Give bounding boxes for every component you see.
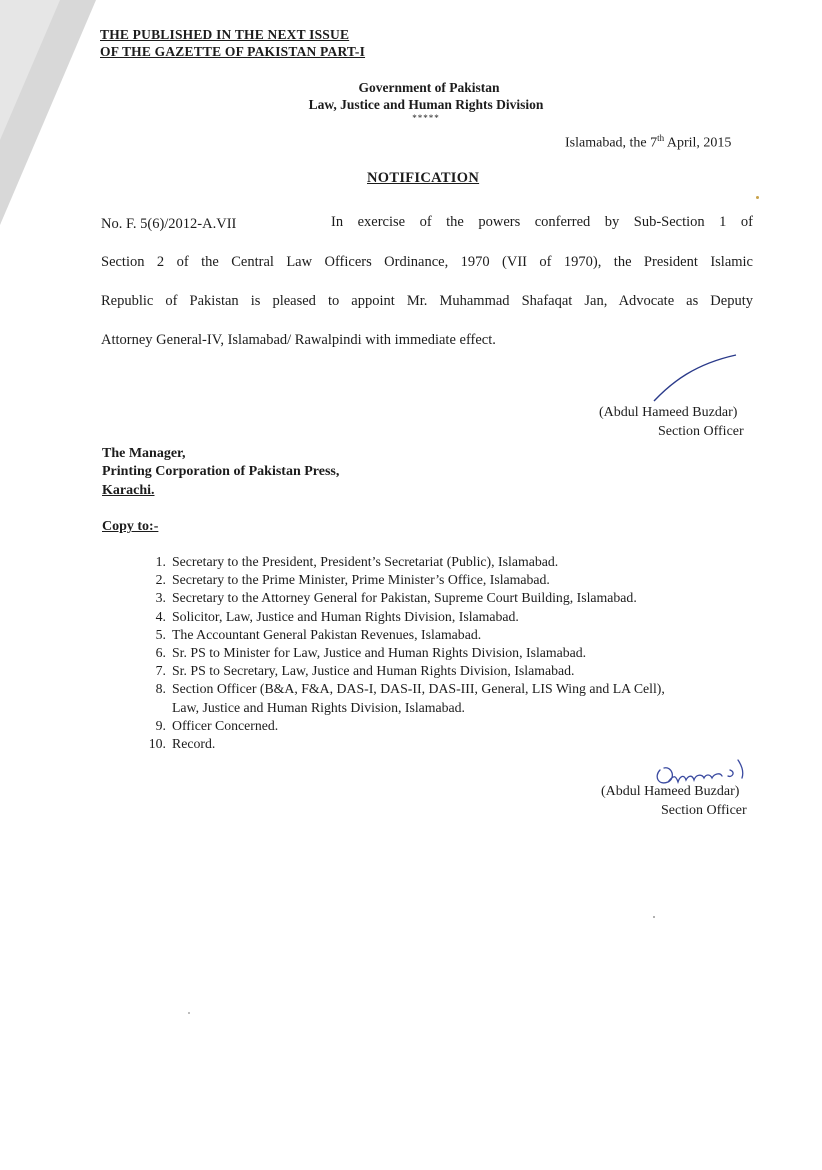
list-item: [148, 644, 665, 662]
list-item: [148, 735, 665, 753]
body-line-1: In exercise of the powers conferred by Sub-Section 1 of: [331, 214, 753, 230]
list-item-text: Secretary to the Attorney General for Pakistan, Supreme Court Building, Islamabad.: [172, 590, 637, 606]
list-item-text: Officer Concerned.: [172, 717, 279, 733]
date-sup: th: [657, 133, 665, 143]
list-item-number: 5.: [155, 626, 166, 642]
list-item: [148, 589, 665, 607]
list-item-number: 9.: [155, 717, 166, 733]
list-item-number: 1.: [155, 554, 166, 569]
copy-to-list: [148, 553, 665, 753]
scan-speck: [188, 1012, 190, 1014]
list-item: [148, 626, 665, 644]
header-division: Law, Justice and Human Rights Division: [308, 97, 544, 112]
list-item-number: 3.: [155, 590, 166, 606]
header-stars: *****: [412, 113, 440, 123]
addressee-line-3: Karachi.: [102, 483, 155, 498]
list-item-text-continued: Law, Justice and Human Rights Division, Islamabad.: [172, 699, 466, 715]
list-item: [148, 571, 665, 589]
signature1-name: (Abdul Hameed Buzdar): [599, 405, 738, 420]
notification-title: NOTIFICATION: [367, 170, 480, 186]
body-line-4: Attorney General-IV, Islamabad/ Rawalpindi with immediate effect.: [101, 332, 496, 348]
addressee-line-2: Printing Corporation of Pakistan Press,: [102, 464, 340, 479]
scan-speck: [653, 916, 655, 918]
file-number: No. F. 5(6)/2012-A.VII: [101, 216, 237, 232]
header-government: Government of Pakistan: [358, 80, 500, 95]
date-suffix: April, 2015: [664, 135, 732, 151]
scan-speck: [756, 196, 759, 199]
signature2-name: (Abdul Hameed Buzdar): [601, 784, 740, 799]
list-item-number: 2.: [155, 572, 166, 588]
list-item-text: The Accountant General Pakistan Revenues, Islamabad.: [172, 626, 482, 642]
date-prefix: Islamabad, the 7: [565, 135, 658, 151]
body-line-3: Republic of Pakistan is pleased to appoint Mr. Muhammad Shafaqat Jan, Advocate as Deputy: [101, 293, 753, 309]
gazette-line-1: THE PUBLISHED IN THE NEXT ISSUE: [100, 27, 350, 42]
list-item-text: Secretary to the President, President’s Secretariat (Public), Islamabad.: [172, 554, 559, 569]
list-item-text: Record.: [172, 736, 216, 752]
list-item-text: Secretary to the Prime Minister, Prime Minister’s Office, Islamabad.: [172, 572, 550, 588]
list-item-number: 10.: [148, 736, 166, 752]
list-item: [148, 608, 665, 626]
list-item: [148, 662, 665, 680]
list-item-number: 6.: [155, 645, 166, 661]
signature2-title: Section Officer: [661, 803, 747, 818]
body-line-2: Section 2 of the Central Law Officers Ordinance, 1970 (VII of 1970), the President Islamic: [101, 254, 753, 270]
signature1-title: Section Officer: [658, 424, 744, 439]
list-item-text: Sr. PS to Minister for Law, Justice and Human Rights Division, Islamabad.: [172, 645, 587, 661]
list-item-text: Section Officer (B&A, F&A, DAS-I, DAS-II, DAS-III, General, LIS Wing and LA Cell),: [172, 681, 665, 697]
copy-to-heading: Copy to:-: [102, 519, 159, 534]
list-item-text: Sr. PS to Secretary, Law, Justice and Human Rights Division, Islamabad.: [172, 663, 575, 679]
date-line: [565, 133, 731, 152]
list-item-number: 4.: [155, 608, 166, 624]
list-item: [148, 553, 665, 571]
list-item-number: 7.: [155, 663, 166, 679]
list-item-number: 8.: [155, 681, 166, 697]
addressee-line-1: The Manager,: [102, 446, 186, 461]
gazette-line-2: OF THE GAZETTE OF PAKISTAN PART-I: [100, 44, 366, 59]
signature-stroke: [650, 352, 740, 404]
list-item: [148, 717, 665, 735]
list-item: [148, 680, 665, 716]
list-item-text: Solicitor, Law, Justice and Human Rights Division, Islamabad.: [172, 608, 519, 624]
